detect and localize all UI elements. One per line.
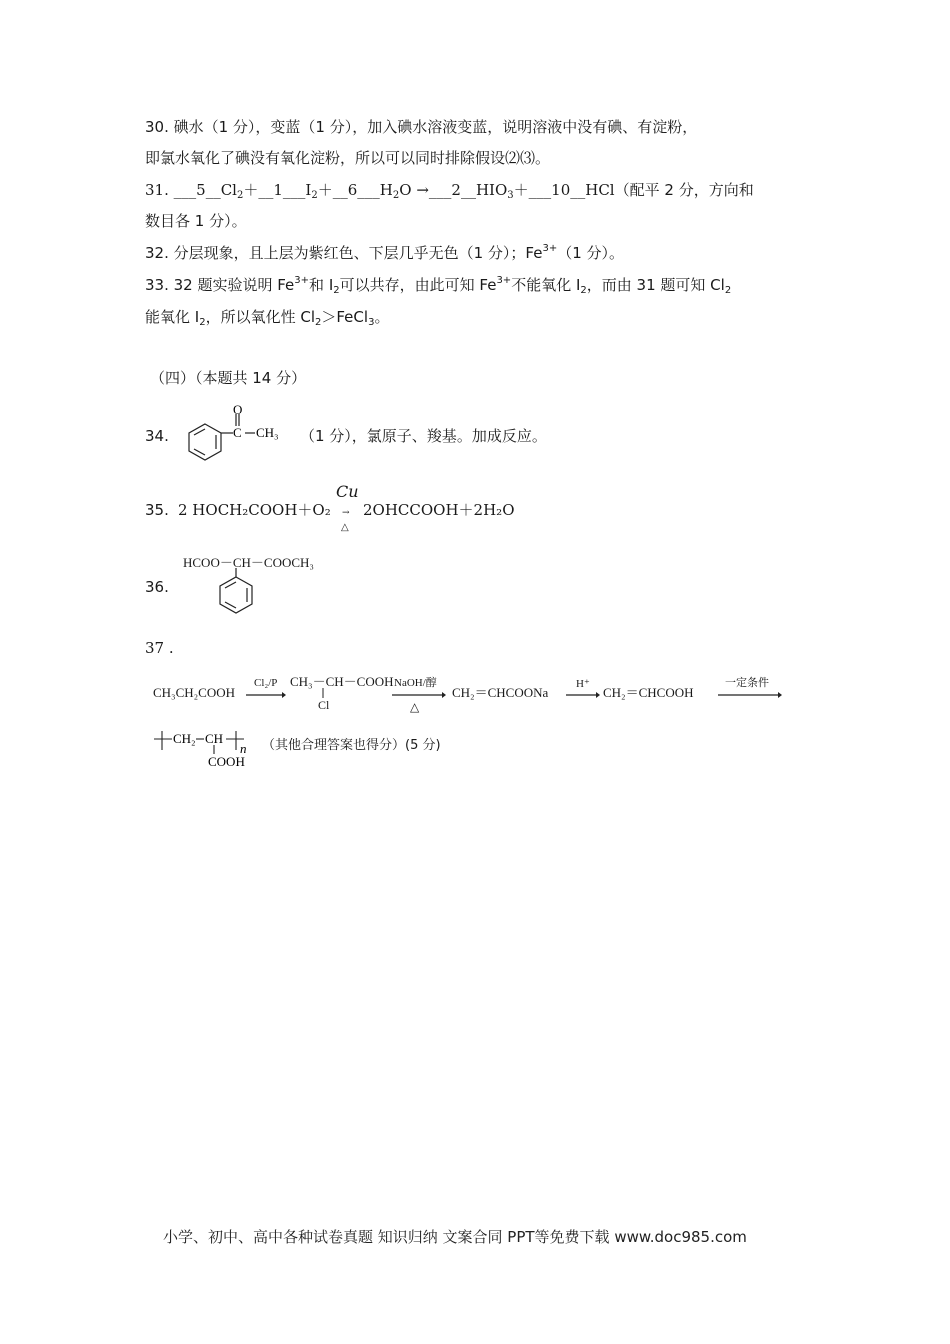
q32-tail: （1 分）。	[557, 244, 625, 262]
carbonyl-o: O	[233, 402, 243, 417]
q33-line2-c: ＞FeCl	[321, 308, 369, 326]
q34-num: 34.	[145, 427, 169, 445]
q33-charge-2: 3+	[496, 275, 512, 286]
q33-part-c: 可以共存，由此可知 Fe	[339, 276, 497, 294]
q37-step3: CH₂＝CHCOONa	[452, 685, 549, 700]
q37-polymer-structure	[152, 728, 262, 770]
q31-coef-hio3: 2	[451, 181, 461, 199]
q37-arrow3	[566, 690, 600, 700]
q37-reagent3: H⁺	[576, 678, 590, 690]
q37-poly-ch: CH	[205, 731, 224, 746]
q30-line1: 30. 碘水（1 分），变蓝（1 分），加入碘水溶液变蓝，说明溶液中没有碘、有淀粉，	[145, 118, 698, 136]
q35-rhs: 2OHCCOOH＋2H₂O	[363, 501, 515, 519]
q35-num: 35.	[145, 501, 169, 519]
q32-charge: 3+	[542, 243, 558, 254]
q31-num: 31.	[145, 181, 169, 199]
page-footer: 小学、初中、高中各种试卷真题 知识归纳 文案合同 PPT等免费下载 www.doc985.com	[163, 1228, 747, 1246]
q33-charge-1: 3+	[294, 275, 310, 286]
q31-coef-cl2: 5	[196, 181, 206, 199]
carbonyl-c: C	[233, 425, 242, 440]
q37-step4: CH₂＝CHCOOH	[603, 685, 694, 700]
q31-line2: 数目各 1 分）。	[145, 212, 247, 230]
q35-catalyst: Cu	[336, 482, 359, 501]
q37-step2: CH₃－CH－COOH	[290, 674, 394, 689]
q30-line2: 即氯水氧化了碘没有氧化淀粉，所以可以同时排除假设⑵⑶。	[145, 149, 551, 167]
q33-line2-a: 能氧化 I	[145, 308, 200, 326]
q35-lhs: 2 HOCH₂COOH＋O₂	[178, 501, 331, 519]
q31-coef-h2o: 6	[347, 181, 358, 199]
q33-part-b: 和 I	[309, 276, 334, 294]
q37-poly-cooh: COOH	[208, 754, 245, 769]
q33-line2-d: 。	[374, 308, 390, 326]
q32-text: 32. 分层现象，且上层为紫红色、下层几乎无色（1 分）；Fe	[145, 244, 543, 262]
q37-arrow4	[718, 690, 782, 700]
q33-part-e: ，而由 31 题可知 Cl	[586, 276, 725, 294]
acetophenone-structure	[183, 402, 293, 464]
q37-arrow1	[246, 690, 286, 700]
q37-reagent4: 一定条件	[725, 676, 769, 689]
q32-line	[145, 243, 624, 263]
q35-heat: △	[341, 522, 349, 533]
q37-num: 37 .	[145, 639, 174, 657]
q37-poly-ch2: CH₂	[173, 731, 196, 746]
section-4-heading: （四）（本题共 14 分）	[150, 369, 307, 387]
q37-note: （其他合理答案也得分）(5 分)	[262, 738, 441, 753]
q37-reagent2: NaOH/醇	[394, 677, 437, 689]
q31-arrow: →	[416, 181, 429, 199]
q33-line2: 能氧化 $I_2$，所以氧化性 $Cl_2>FeCl_3$。	[145, 308, 390, 328]
q37-step2-cl: Cl	[318, 698, 330, 712]
q33-line2-b: ，所以氧化性 Cl	[205, 308, 315, 326]
q33-part-a: 33. 32 题实验说明 Fe	[145, 276, 295, 294]
q33-part-d: 不能氧化 I	[511, 276, 581, 294]
q36-struct-formula: HCOO－CH－COOCH₃	[183, 555, 314, 570]
q37-reagent1: Cl₂/P	[254, 677, 278, 689]
q31-line1: 31. $\_\_\_5\_\_Cl_2+\_\_1\_\_\_I_2+\_\_6\_\_\_H_2O$ $\to\_\_\_2\_\_HIO_3+\_\_\_10\_\_HCl$（配平 2 分，方向和	[145, 181, 754, 201]
q37-poly-n: n	[240, 741, 247, 756]
q34-answer: （1 分），氯原子、羧基。加成反应。	[300, 427, 547, 445]
q31-coef-hcl: 10	[551, 181, 571, 199]
q37-step1: CH₃CH₂COOH	[153, 685, 236, 700]
methyl-group: CH₃	[256, 425, 279, 440]
q33-line1: 33. 32 题实验说明 $Fe^{3+}$和 $I_2$可以共存，由此可知 $Fe^{3+}$不能氧化 $I_2$，而由 31 题可知 $Cl_2$	[145, 275, 732, 296]
q31-coef-i2: 1	[273, 181, 283, 199]
q37-heat: △	[410, 700, 420, 714]
q36-num: 36.	[145, 578, 169, 596]
q36-benzene	[214, 568, 264, 618]
q31-note: （配平 2 分，方向和	[614, 181, 754, 199]
q35-arrow: →	[342, 508, 350, 518]
